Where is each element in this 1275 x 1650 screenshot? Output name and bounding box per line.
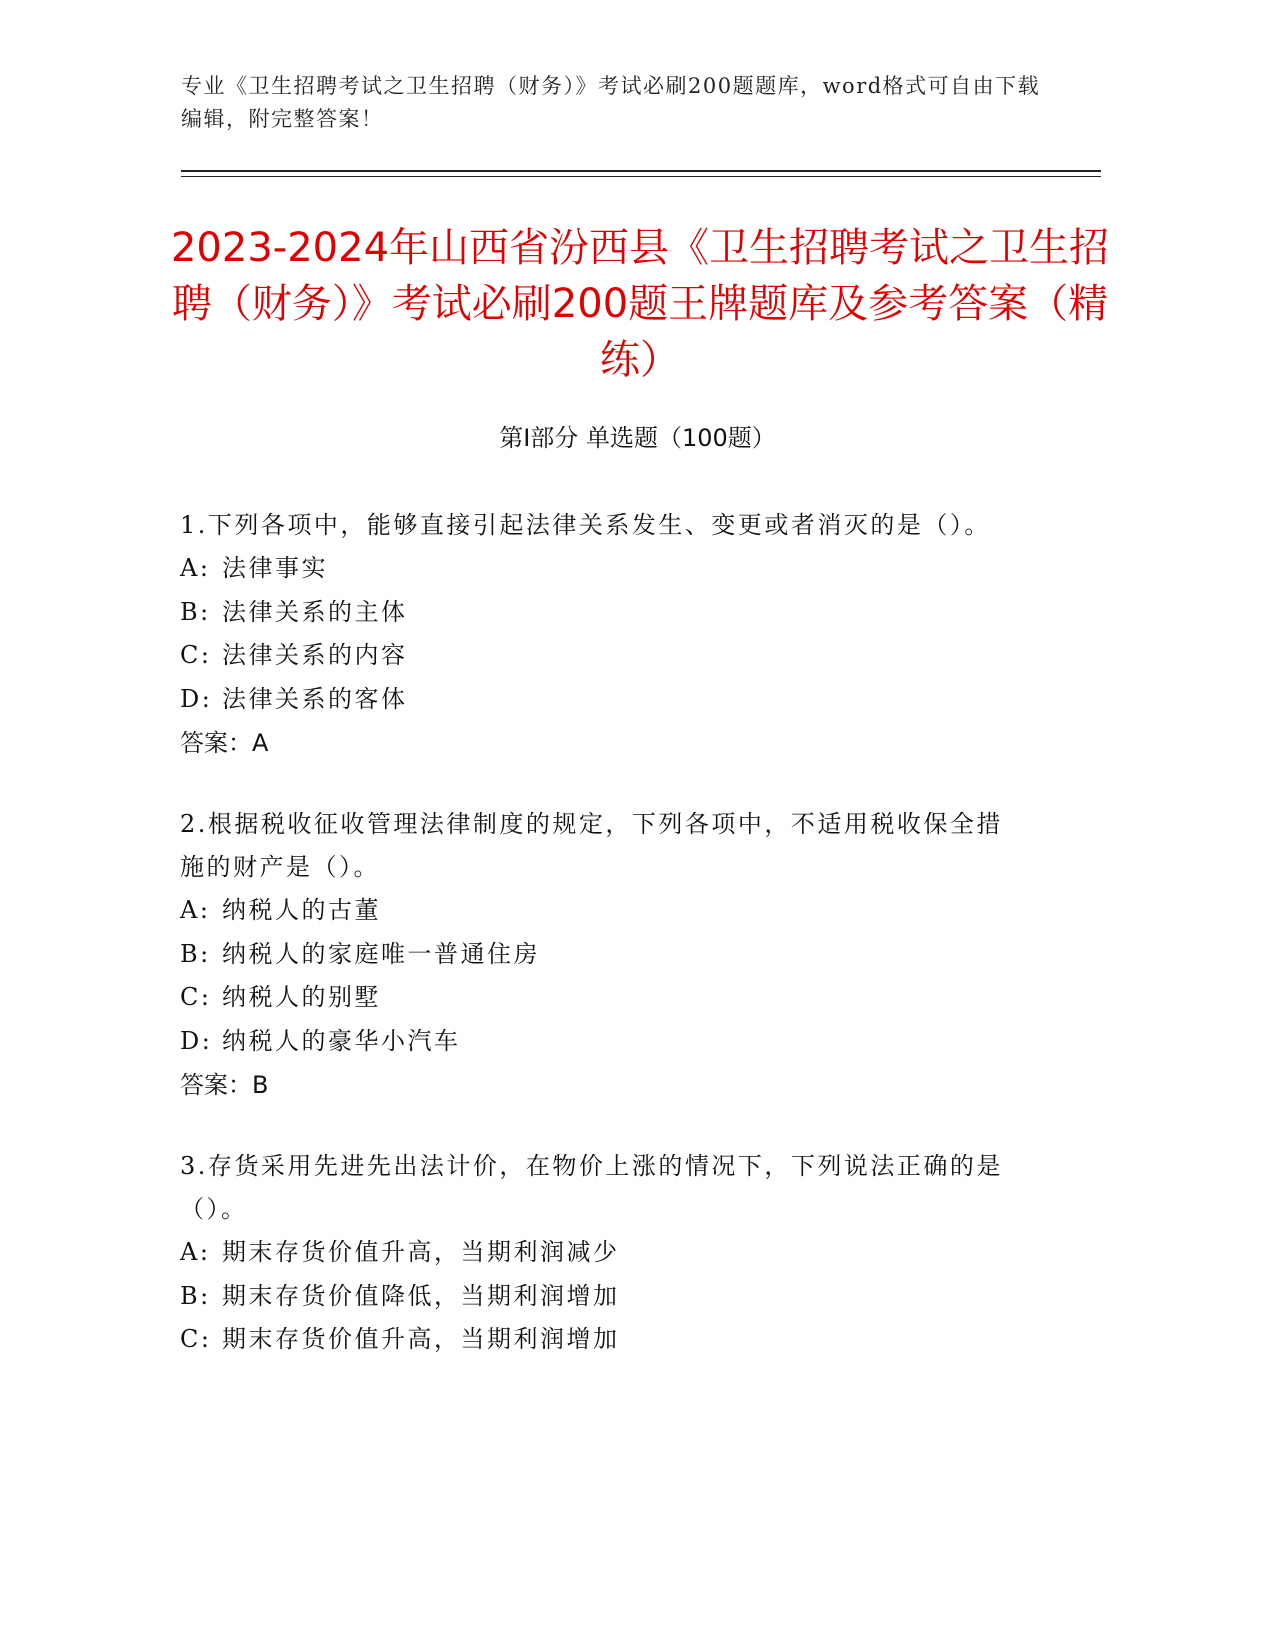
option-letter: C: <box>180 641 212 669</box>
question-stem: 1.下列各项中，能够直接引起法律关系发生、变更或者消灭的是（）。 <box>180 511 991 539</box>
question-3 <box>180 1145 1020 1362</box>
question-list <box>180 504 1020 1400</box>
option-text: 期末存货价值降低，当期利润增加 <box>222 1281 620 1310</box>
option-letter: B: <box>180 1281 211 1310</box>
option-text: 纳税人的家庭唯一普通住房 <box>222 939 540 968</box>
answer-line: 答案：B <box>180 1071 269 1099</box>
option-text: 期末存货价值升高，当期利润减少 <box>222 1238 620 1266</box>
option-text: 期末存货价值升高，当期利润增加 <box>222 1325 620 1353</box>
option-c <box>180 976 1020 1020</box>
option-letter: A: <box>180 1238 211 1266</box>
document-title: 2023-2024年山西省汾西县《卫生招聘考试之卫生招聘（财务）》考试必刷200题王牌题库及参考答案（精练） <box>170 225 1110 383</box>
option-letter: A: <box>180 896 211 924</box>
header-rule-thin <box>181 176 1101 177</box>
question-stem: 2.根据税收征收管理法律制度的规定，下列各项中，不适用税收保全措施的财产是（）。 <box>180 810 1003 881</box>
option-b <box>180 933 1020 977</box>
option-text: 法律关系的内容 <box>222 641 408 669</box>
option-text: 纳税人的别墅 <box>222 983 381 1011</box>
option-letter: B: <box>180 597 211 626</box>
option-text: 法律事实 <box>222 554 328 582</box>
option-text: 纳税人的豪华小汽车 <box>222 1026 461 1055</box>
header-rule-thick <box>181 170 1101 172</box>
option-c <box>180 1318 1020 1362</box>
option-letter: D: <box>180 684 213 713</box>
option-text: 法律关系的主体 <box>222 597 408 626</box>
question-1 <box>180 504 1020 765</box>
question-2 <box>180 803 1020 1107</box>
option-text: 纳税人的古董 <box>222 896 381 924</box>
header-note: 专业《卫生招聘考试之卫生招聘（财务）》考试必刷200题题库，word格式可自由下载编辑，附完整答案！ <box>181 74 1041 131</box>
option-text: 法律关系的客体 <box>222 684 408 713</box>
option-c <box>180 634 1020 678</box>
option-letter: C: <box>180 983 212 1011</box>
option-letter: A: <box>180 554 211 582</box>
option-a <box>180 547 1020 591</box>
section-title: 第Ⅰ部分 单选题（100题） <box>499 424 776 452</box>
question-stem: 3.存货采用先进先出法计价，在物价上涨的情况下，下列说法正确的是（）。 <box>180 1152 1003 1223</box>
option-b <box>180 591 1020 635</box>
option-d <box>180 678 1020 722</box>
option-letter: D: <box>180 1026 213 1055</box>
option-b <box>180 1275 1020 1319</box>
option-letter: B: <box>180 939 211 968</box>
answer-line: 答案：A <box>180 729 269 757</box>
option-a <box>180 889 1020 933</box>
option-letter: C: <box>180 1325 212 1353</box>
option-d <box>180 1020 1020 1064</box>
option-a <box>180 1231 1020 1275</box>
